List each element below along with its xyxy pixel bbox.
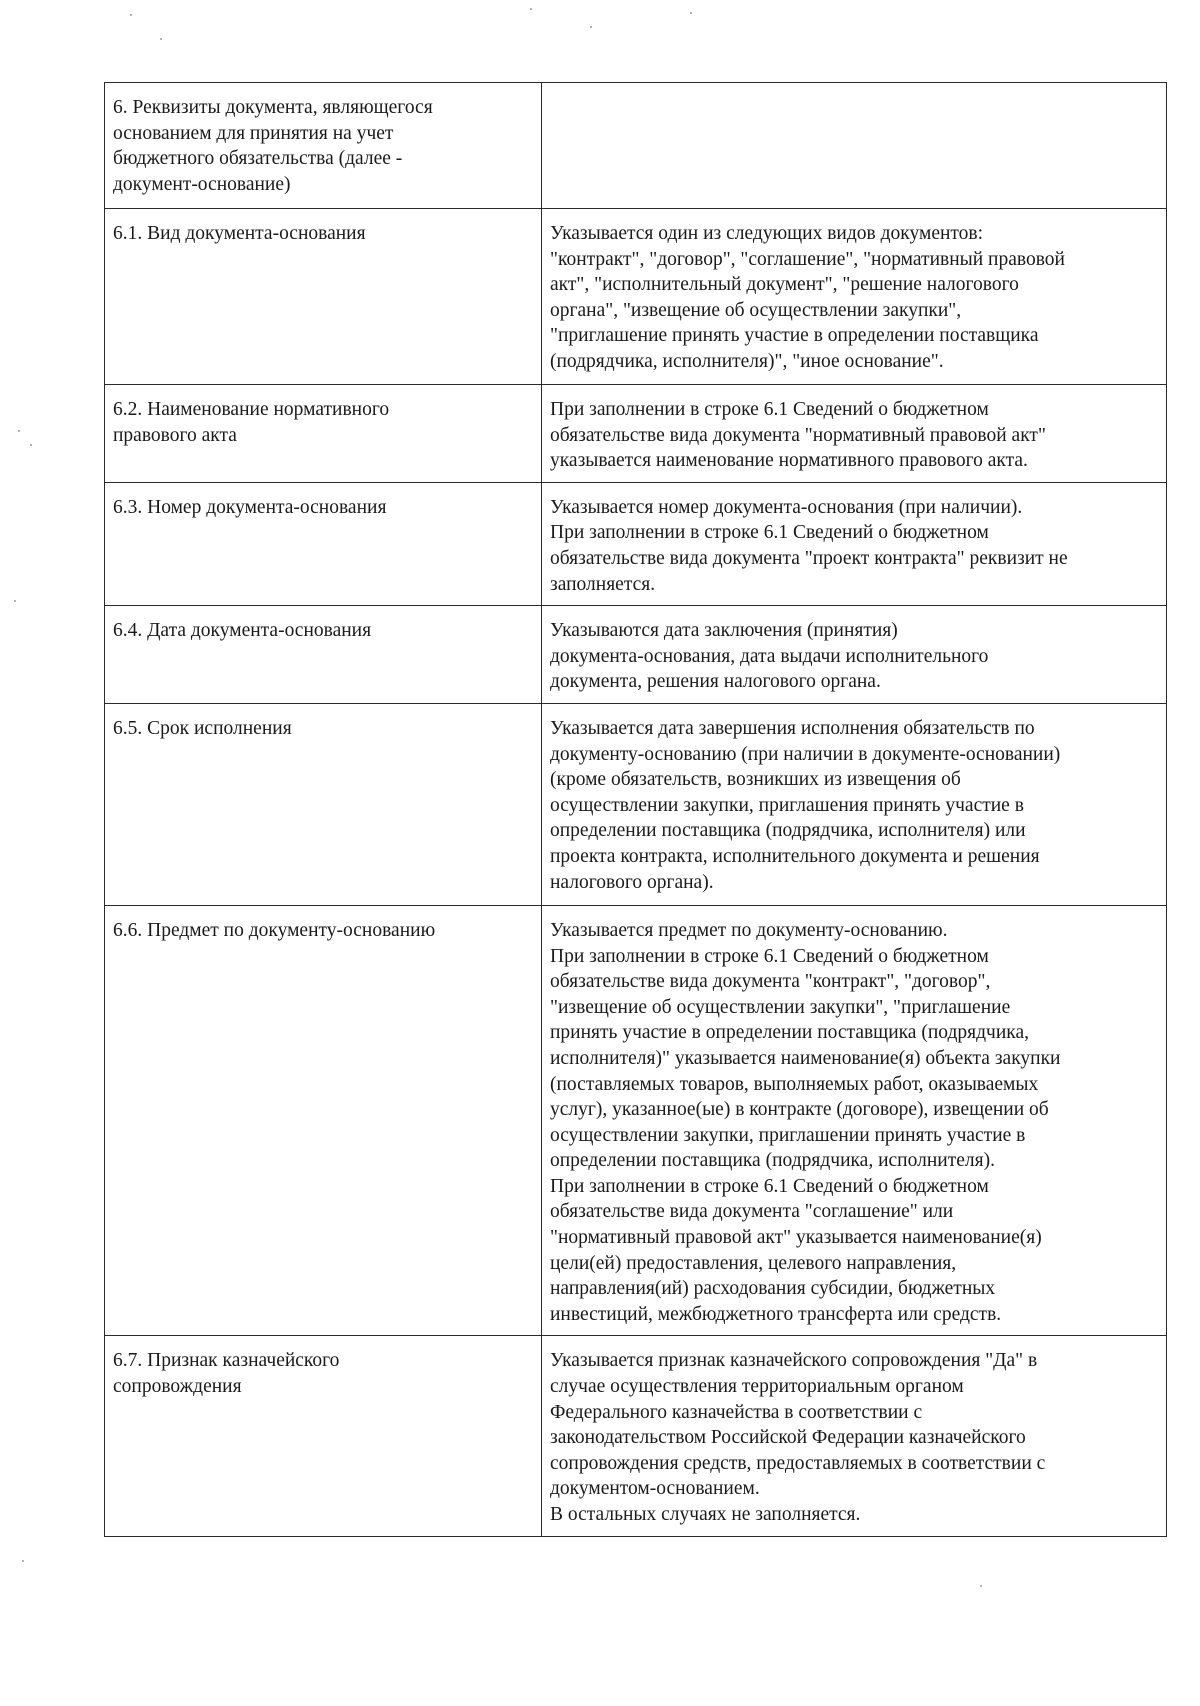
table-row — [105, 83, 1167, 209]
row-text-line: При заполнении в строке 6.1 Сведений о бюджетном — [550, 945, 989, 967]
row-text-line: сопровождения средств, предоставляемых в соответствии с — [550, 1452, 1046, 1474]
row-text-line: осуществлении закупки, приглашении принять участие в — [550, 1124, 1026, 1146]
row-text-line: (подрядчика, исполнителя)", "иное основание". — [550, 350, 944, 372]
row-text-line: Указывается признак казначейского сопровождения "Да" в — [550, 1350, 1038, 1372]
row-text-cell — [542, 703, 1167, 905]
row-text-line: При заполнении в строке 6.1 Сведений о бюджетном — [550, 522, 989, 544]
row-label-cell — [105, 83, 542, 209]
row-text-cell — [542, 385, 1167, 483]
row-label-line: 6.4. Дата документа-основания — [113, 620, 372, 642]
row-text-line: Федерального казначейства в соответствии с — [550, 1401, 923, 1423]
scan-speck — [590, 26, 592, 28]
table-row — [105, 482, 1167, 605]
row-text-cell — [542, 1336, 1167, 1536]
row-text-line: акт", "исполнительный документ", "решение налогового — [550, 274, 1019, 296]
row-text-line: обязательстве вида документа "проект контракта" реквизит не — [550, 547, 1068, 569]
row-text-line: (кроме обязательств, возникших из извещения об — [550, 769, 961, 791]
row-text-cell — [542, 905, 1167, 1336]
row-label-line: 6.3. Номер документа-основания — [113, 496, 387, 518]
row-label-cell — [105, 1336, 542, 1536]
row-text-line: принять участие в определении поставщика (подрядчика, — [550, 1022, 1029, 1044]
table-row — [105, 606, 1167, 704]
requisites-table — [104, 82, 1167, 1537]
row-text-cell — [542, 482, 1167, 605]
row-label-cell — [105, 606, 542, 704]
scan-speck — [530, 8, 532, 10]
scan-speck — [22, 1560, 24, 1562]
row-text-line: услуг), указанное(ые) в контракте (договоре), извещении об — [550, 1099, 1049, 1121]
row-text-line: налогового органа). — [550, 871, 714, 893]
row-text-line: "нормативный правовой акт" указывается наименование(я) — [550, 1227, 1042, 1249]
row-label-line: 6.6. Предмет по документу-основанию — [113, 919, 436, 941]
row-label-line: бюджетного обязательства (далее - — [113, 148, 403, 170]
table-row — [105, 385, 1167, 483]
row-text-line: случае осуществления территориальным органом — [550, 1376, 964, 1398]
row-text-cell — [542, 83, 1167, 209]
row-text-line: проекта контракта, исполнительного документа и решения — [550, 845, 1040, 867]
row-text-line: законодательством Российской Федерации казначейского — [550, 1427, 1026, 1449]
row-text-line: указывается наименование нормативного правового акта. — [550, 450, 1028, 472]
row-text-line: органа", "извещение об осуществлении закупки", — [550, 299, 962, 321]
row-label-cell — [105, 905, 542, 1336]
row-label-line: основанием для принятия на учет — [113, 122, 394, 144]
scan-speck — [14, 600, 16, 602]
row-text-line: документом-основанием. — [550, 1478, 760, 1500]
row-text-line: исполнителя)" указывается наименование(я) объекта закупки — [550, 1047, 1061, 1069]
row-text-line: Указывается предмет по документу-основанию. — [550, 919, 948, 941]
row-text-cell — [542, 606, 1167, 704]
row-label-line: 6.1. Вид документа-основания — [113, 223, 366, 244]
row-label-line: 6. Реквизиты документа, являющегося — [113, 97, 433, 118]
row-text-line: обязательстве вида документа "контракт", "договор", — [550, 971, 991, 993]
row-text-line: При заполнении в строке 6.1 Сведений о бюджетном — [550, 1175, 989, 1197]
row-text-line: определении поставщика (подрядчика, исполнителя) или — [550, 820, 1026, 842]
table-row — [105, 703, 1167, 905]
row-text-cell — [542, 209, 1167, 385]
row-text-line: Указывается дата завершения исполнения обязательств по — [550, 717, 1035, 739]
table-row — [105, 209, 1167, 385]
row-label-line: 6.2. Наименование нормативного — [113, 399, 390, 420]
row-label-cell — [105, 209, 542, 385]
table-row — [105, 905, 1167, 1336]
row-text-line: "извещение об осуществлении закупки", "приглашение — [550, 996, 1011, 1018]
row-text-line: "контракт", "договор", "соглашение", "нормативный правовой — [550, 248, 1065, 270]
row-text-line: определении поставщика (подрядчика, исполнителя). — [550, 1150, 995, 1172]
row-label-cell — [105, 703, 542, 905]
scan-speck — [18, 430, 20, 432]
row-text-line: Указываются дата заключения (принятия) — [550, 620, 898, 642]
row-text-line: направления(ий) расходования субсидии, бюджетных — [550, 1278, 996, 1300]
table-row — [105, 1336, 1167, 1536]
row-text-line: документа-основания, дата выдачи исполнительного — [550, 645, 989, 667]
scan-speck — [980, 1585, 982, 1587]
row-label-cell — [105, 482, 542, 605]
row-text-line: (поставляемых товаров, выполняемых работ, оказываемых — [550, 1073, 1039, 1095]
row-label-line: документ-основание) — [113, 173, 291, 195]
row-label-line: 6.5. Срок исполнения — [113, 717, 292, 739]
row-label-line: сопровождения — [113, 1376, 242, 1398]
row-text-line: инвестиций, межбюджетного трансферта или средств. — [550, 1303, 1002, 1325]
scan-speck — [30, 444, 32, 446]
row-text-line: Указывается один из следующих видов документов: — [550, 223, 984, 244]
row-text-line: "приглашение принять участие в определении поставщика — [550, 325, 1039, 347]
row-label-line: 6.7. Признак казначейского — [113, 1350, 340, 1372]
row-text-line: осуществлении закупки, приглашения принять участие в — [550, 794, 1024, 816]
row-text-line: обязательстве вида документа "соглашение" или — [550, 1201, 954, 1223]
row-text-line: цели(ей) предоставления, целевого направления, — [550, 1252, 957, 1274]
row-text-line: документу-основанию (при наличии в документе-основании) — [550, 743, 1061, 765]
scan-speck — [160, 38, 162, 40]
row-label-line: правового акта — [113, 424, 237, 446]
row-text-line: документа, решения налогового органа. — [550, 671, 881, 693]
row-text-line: Указывается номер документа-основания (при наличии). — [550, 496, 1023, 518]
row-text-line: В остальных случаях не заполняется. — [550, 1504, 861, 1525]
row-text-line: заполняется. — [550, 573, 656, 595]
scan-speck — [130, 14, 132, 16]
row-text-line: При заполнении в строке 6.1 Сведений о бюджетном — [550, 399, 989, 420]
scan-speck — [690, 12, 692, 14]
row-text-line: обязательстве вида документа "нормативный правовой акт" — [550, 424, 1046, 446]
row-label-cell — [105, 385, 542, 483]
